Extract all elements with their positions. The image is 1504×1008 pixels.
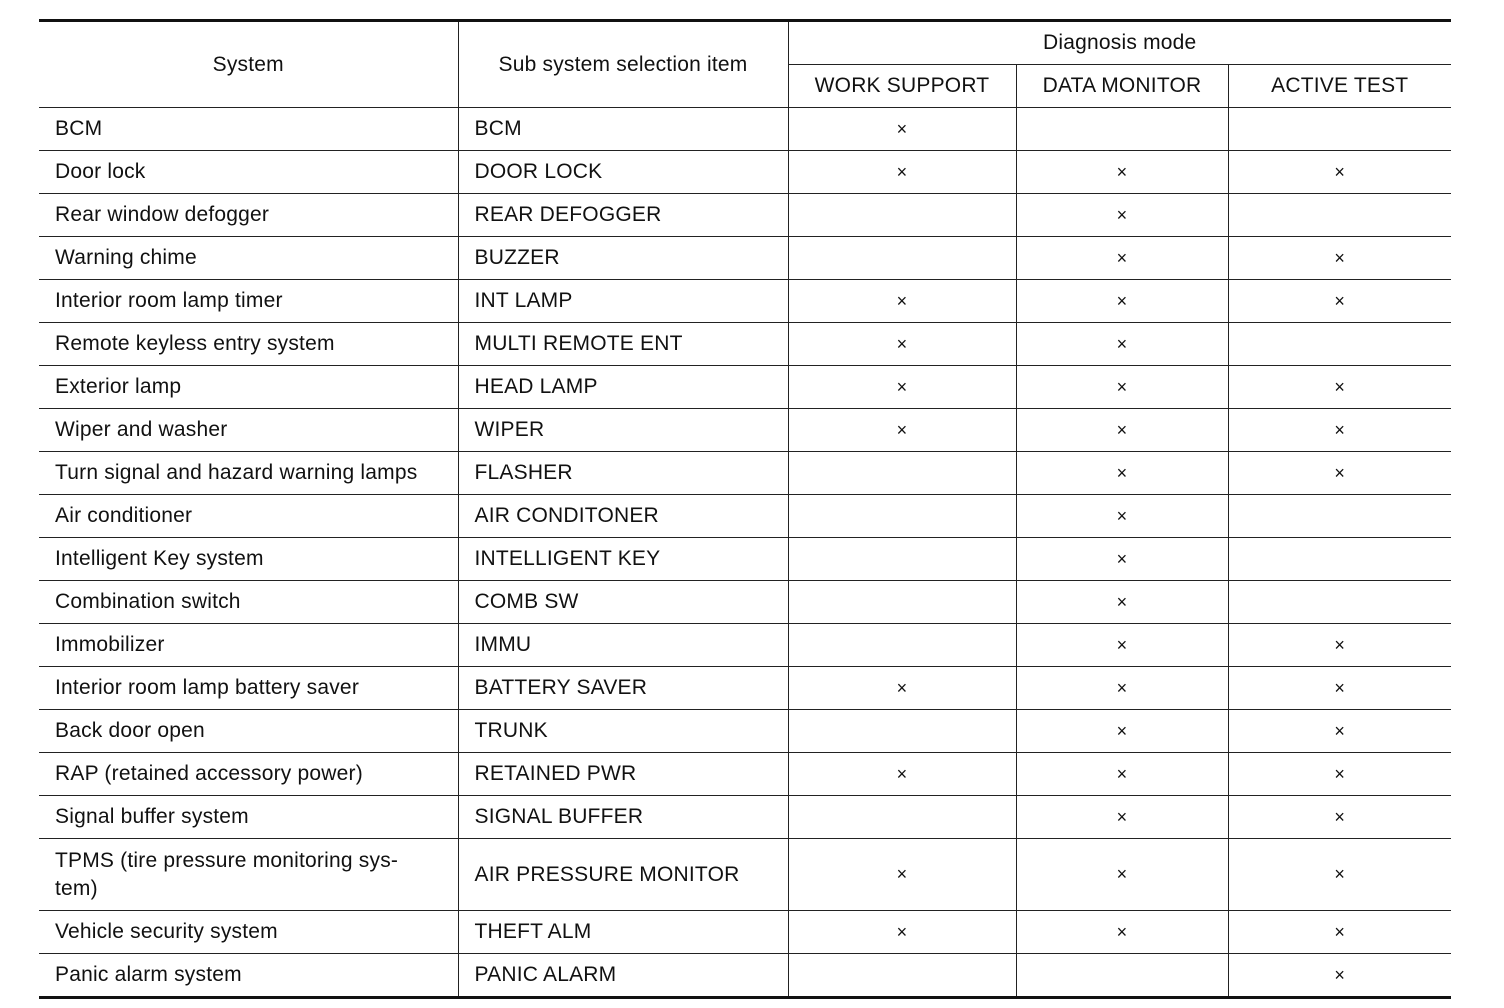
cell-system: Interior room lamp battery saver xyxy=(39,667,458,710)
header-system: System xyxy=(39,21,458,108)
cell-work-support xyxy=(788,710,1016,753)
header-diagnosis-mode: Diagnosis mode xyxy=(788,21,1451,65)
cell-active-test: × xyxy=(1228,624,1451,667)
cell-system: Remote keyless entry system xyxy=(39,323,458,366)
cell-active-test: × xyxy=(1228,452,1451,495)
cell-system: TPMS (tire pressure monitoring sys-tem) xyxy=(39,839,458,911)
cell-data-monitor: × xyxy=(1016,495,1228,538)
cell-sub-system: IMMU xyxy=(458,624,788,667)
cell-active-test: × xyxy=(1228,796,1451,839)
cell-sub-system: TRUNK xyxy=(458,710,788,753)
cell-data-monitor: × xyxy=(1016,409,1228,452)
cell-work-support: × xyxy=(788,409,1016,452)
table-row xyxy=(39,323,1451,366)
header-active-test: ACTIVE TEST xyxy=(1228,65,1451,108)
cell-active-test: × xyxy=(1228,911,1451,954)
cell-system: Immobilizer xyxy=(39,624,458,667)
cell-work-support xyxy=(788,624,1016,667)
table-row xyxy=(39,911,1451,954)
cell-work-support: × xyxy=(788,839,1016,911)
cell-sub-system: DOOR LOCK xyxy=(458,151,788,194)
cell-sub-system: BCM xyxy=(458,108,788,151)
table-row xyxy=(39,581,1451,624)
cell-data-monitor: × xyxy=(1016,710,1228,753)
cell-active-test: × xyxy=(1228,409,1451,452)
cell-system: BCM xyxy=(39,108,458,151)
cell-active-test: × xyxy=(1228,839,1451,911)
cell-sub-system: PANIC ALARM xyxy=(458,954,788,998)
cell-active-test xyxy=(1228,581,1451,624)
cell-work-support xyxy=(788,796,1016,839)
cell-work-support: × xyxy=(788,108,1016,151)
header-sub-system: Sub system selection item xyxy=(458,21,788,108)
cell-sub-system: FLASHER xyxy=(458,452,788,495)
cell-system: Warning chime xyxy=(39,237,458,280)
cell-work-support: × xyxy=(788,753,1016,796)
table-row xyxy=(39,452,1451,495)
table-row xyxy=(39,753,1451,796)
cell-active-test: × xyxy=(1228,151,1451,194)
table-body xyxy=(39,108,1451,998)
cell-data-monitor: × xyxy=(1016,839,1228,911)
cell-active-test: × xyxy=(1228,237,1451,280)
table-row xyxy=(39,667,1451,710)
cell-data-monitor: × xyxy=(1016,667,1228,710)
cell-work-support xyxy=(788,581,1016,624)
cell-sub-system: SIGNAL BUFFER xyxy=(458,796,788,839)
cell-work-support xyxy=(788,954,1016,998)
table-row xyxy=(39,151,1451,194)
cell-data-monitor: × xyxy=(1016,538,1228,581)
cell-system: Back door open xyxy=(39,710,458,753)
cell-work-support: × xyxy=(788,667,1016,710)
cell-sub-system: BUZZER xyxy=(458,237,788,280)
cell-system: Wiper and washer xyxy=(39,409,458,452)
cell-work-support xyxy=(788,495,1016,538)
cell-data-monitor: × xyxy=(1016,911,1228,954)
cell-system: Vehicle security system xyxy=(39,911,458,954)
cell-data-monitor xyxy=(1016,954,1228,998)
cell-active-test: × xyxy=(1228,667,1451,710)
table-row xyxy=(39,108,1451,151)
cell-data-monitor: × xyxy=(1016,194,1228,237)
cell-sub-system: REAR DEFOGGER xyxy=(458,194,788,237)
cell-data-monitor: × xyxy=(1016,581,1228,624)
cell-system: RAP (retained accessory power) xyxy=(39,753,458,796)
cell-sub-system: THEFT ALM xyxy=(458,911,788,954)
cell-work-support: × xyxy=(788,911,1016,954)
cell-sub-system: INTELLIGENT KEY xyxy=(458,538,788,581)
header-work-support: WORK SUPPORT xyxy=(788,65,1016,108)
cell-work-support: × xyxy=(788,151,1016,194)
cell-work-support xyxy=(788,452,1016,495)
cell-system: Rear window defogger xyxy=(39,194,458,237)
table-row xyxy=(39,624,1451,667)
cell-sub-system: COMB SW xyxy=(458,581,788,624)
header-data-monitor: DATA MONITOR xyxy=(1016,65,1228,108)
cell-active-test xyxy=(1228,194,1451,237)
cell-sub-system: AIR CONDITONER xyxy=(458,495,788,538)
cell-work-support: × xyxy=(788,280,1016,323)
cell-work-support: × xyxy=(788,323,1016,366)
table-row xyxy=(39,796,1451,839)
cell-system: Air conditioner xyxy=(39,495,458,538)
cell-active-test xyxy=(1228,538,1451,581)
cell-data-monitor: × xyxy=(1016,237,1228,280)
cell-data-monitor: × xyxy=(1016,452,1228,495)
cell-active-test xyxy=(1228,495,1451,538)
cell-data-monitor xyxy=(1016,108,1228,151)
cell-active-test xyxy=(1228,108,1451,151)
cell-system: Door lock xyxy=(39,151,458,194)
cell-system: Panic alarm system xyxy=(39,954,458,998)
cell-active-test xyxy=(1228,323,1451,366)
diagnosis-mode-table xyxy=(39,19,1451,999)
cell-active-test: × xyxy=(1228,366,1451,409)
table-row xyxy=(39,538,1451,581)
table-row xyxy=(39,280,1451,323)
cell-data-monitor: × xyxy=(1016,796,1228,839)
table-row xyxy=(39,366,1451,409)
cell-sub-system: RETAINED PWR xyxy=(458,753,788,796)
cell-sub-system: AIR PRESSURE MONITOR xyxy=(458,839,788,911)
table-row xyxy=(39,954,1451,998)
cell-system: Intelligent Key system xyxy=(39,538,458,581)
cell-active-test: × xyxy=(1228,710,1451,753)
cell-system: Turn signal and hazard warning lamps xyxy=(39,452,458,495)
cell-data-monitor: × xyxy=(1016,280,1228,323)
cell-active-test: × xyxy=(1228,280,1451,323)
cell-sub-system: INT LAMP xyxy=(458,280,788,323)
cell-active-test: × xyxy=(1228,954,1451,998)
cell-active-test: × xyxy=(1228,753,1451,796)
diagnosis-table-container xyxy=(39,19,1451,999)
cell-sub-system: WIPER xyxy=(458,409,788,452)
cell-sub-system: MULTI REMOTE ENT xyxy=(458,323,788,366)
cell-data-monitor: × xyxy=(1016,366,1228,409)
table-row xyxy=(39,409,1451,452)
table-row xyxy=(39,495,1451,538)
cell-work-support: × xyxy=(788,366,1016,409)
table-row xyxy=(39,194,1451,237)
cell-sub-system: HEAD LAMP xyxy=(458,366,788,409)
table-row xyxy=(39,839,1451,911)
cell-system: Exterior lamp xyxy=(39,366,458,409)
cell-system: Signal buffer system xyxy=(39,796,458,839)
cell-system: Interior room lamp timer xyxy=(39,280,458,323)
table-row xyxy=(39,237,1451,280)
cell-data-monitor: × xyxy=(1016,753,1228,796)
cell-system: Combination switch xyxy=(39,581,458,624)
cell-work-support xyxy=(788,538,1016,581)
cell-data-monitor: × xyxy=(1016,151,1228,194)
cell-data-monitor: × xyxy=(1016,323,1228,366)
cell-work-support xyxy=(788,237,1016,280)
cell-data-monitor: × xyxy=(1016,624,1228,667)
table-row xyxy=(39,710,1451,753)
cell-work-support xyxy=(788,194,1016,237)
cell-sub-system: BATTERY SAVER xyxy=(458,667,788,710)
